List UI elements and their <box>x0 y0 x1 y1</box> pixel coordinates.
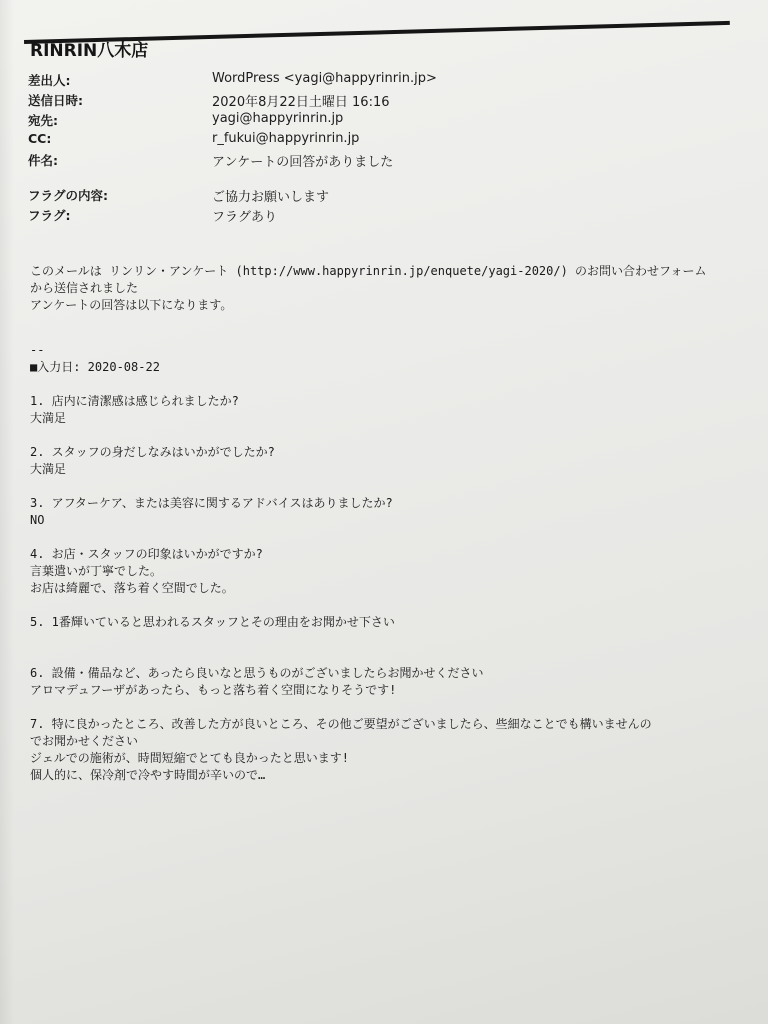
answer: ジェルでの施術が、時間短縮でとても良かったと思います! <box>30 751 349 765</box>
header-row-sent <box>28 91 528 111</box>
flag-row-status <box>28 206 528 226</box>
header-label: 宛先: <box>28 113 58 128</box>
separator: -- <box>30 343 45 357</box>
header-value: WordPress <yagi@happyrinrin.jp> <box>212 71 437 86</box>
flag-row-content <box>28 186 528 206</box>
spacer <box>30 529 730 546</box>
spacer <box>30 478 730 495</box>
answer: 個人的に、保冷剤で冷やす時間が辛いので… <box>30 768 266 782</box>
spacer <box>30 427 730 444</box>
question: 6. 設備・備品など、あったら良いなと思うものがございましたらお聞かせください <box>30 666 484 680</box>
header-label: 件名: <box>28 153 58 168</box>
answer: でお聞かせください <box>30 734 139 748</box>
spacer <box>30 648 730 665</box>
header-rule <box>24 21 730 44</box>
flag-value: フラグあり <box>212 210 278 225</box>
intro-line: このメールは リンリン・アンケート (http://www.happyrinrin.jp/enquete/yagi-2020/) のお問い合わせフォーム <box>30 264 707 278</box>
spacer <box>30 597 730 614</box>
question: 7. 特に良かったところ、改善した方が良いところ、その他ご要望がございましたら、些細なことでも構いませんの <box>30 717 652 731</box>
answer: 言葉遣いが丁寧でした。 <box>30 564 163 578</box>
header-row-to <box>28 111 528 131</box>
question: 2. スタッフの身だしなみはいかがでしたか? <box>30 445 275 459</box>
store-name: RINRIN八木店 <box>30 41 149 61</box>
flag-label: フラグの内容: <box>28 188 108 203</box>
answer: アロマデュフーザがあったら、もっと落ち着く空間になりそうです! <box>30 683 397 697</box>
answer: 大満足 <box>30 462 67 476</box>
question: 1. 店内に清潔感は感じられましたか? <box>30 394 239 408</box>
header-label: 送信日時: <box>28 93 83 108</box>
header-row-cc <box>28 131 528 151</box>
header-label: 差出人: <box>28 73 71 88</box>
header-row-subject <box>28 151 528 171</box>
entry-date: ■入力日: 2020-08-22 <box>30 360 160 374</box>
question: 4. お店・スタッフの印象はいかがですか? <box>30 547 263 561</box>
question: 5. 1番輝いていると思われるスタッフとその理由をお聞かせ下さい <box>30 615 395 629</box>
answer: 大満足 <box>30 411 67 425</box>
header-value: 2020年8月22日土曜日 16:16 <box>212 95 390 110</box>
flag-label: フラグ: <box>28 208 71 223</box>
answer: お店は綺麗で、落ち着く空間でした。 <box>30 581 234 595</box>
header-value: yagi@happyrinrin.jp <box>212 111 344 126</box>
spacer <box>30 314 730 342</box>
header-value: r_fukui@happyrinrin.jp <box>212 131 360 146</box>
question: 3. アフターケア、または美容に関するアドバイスはありましたか? <box>30 496 393 510</box>
email-header-block <box>28 71 528 226</box>
intro-line: から送信されました <box>30 281 139 295</box>
spacer <box>28 171 528 186</box>
spacer <box>30 699 730 716</box>
email-body <box>30 263 730 784</box>
header-value: アンケートの回答がありました <box>212 155 394 170</box>
spacer <box>30 376 730 393</box>
intro-line: アンケートの回答は以下になります。 <box>30 298 233 312</box>
header-label: CC: <box>28 131 52 146</box>
header-row-from <box>28 71 528 91</box>
answer: NO <box>30 513 45 527</box>
page-edge-shadow <box>0 0 14 1024</box>
flag-value: ご協力お願いします <box>212 190 330 205</box>
spacer <box>30 631 730 648</box>
